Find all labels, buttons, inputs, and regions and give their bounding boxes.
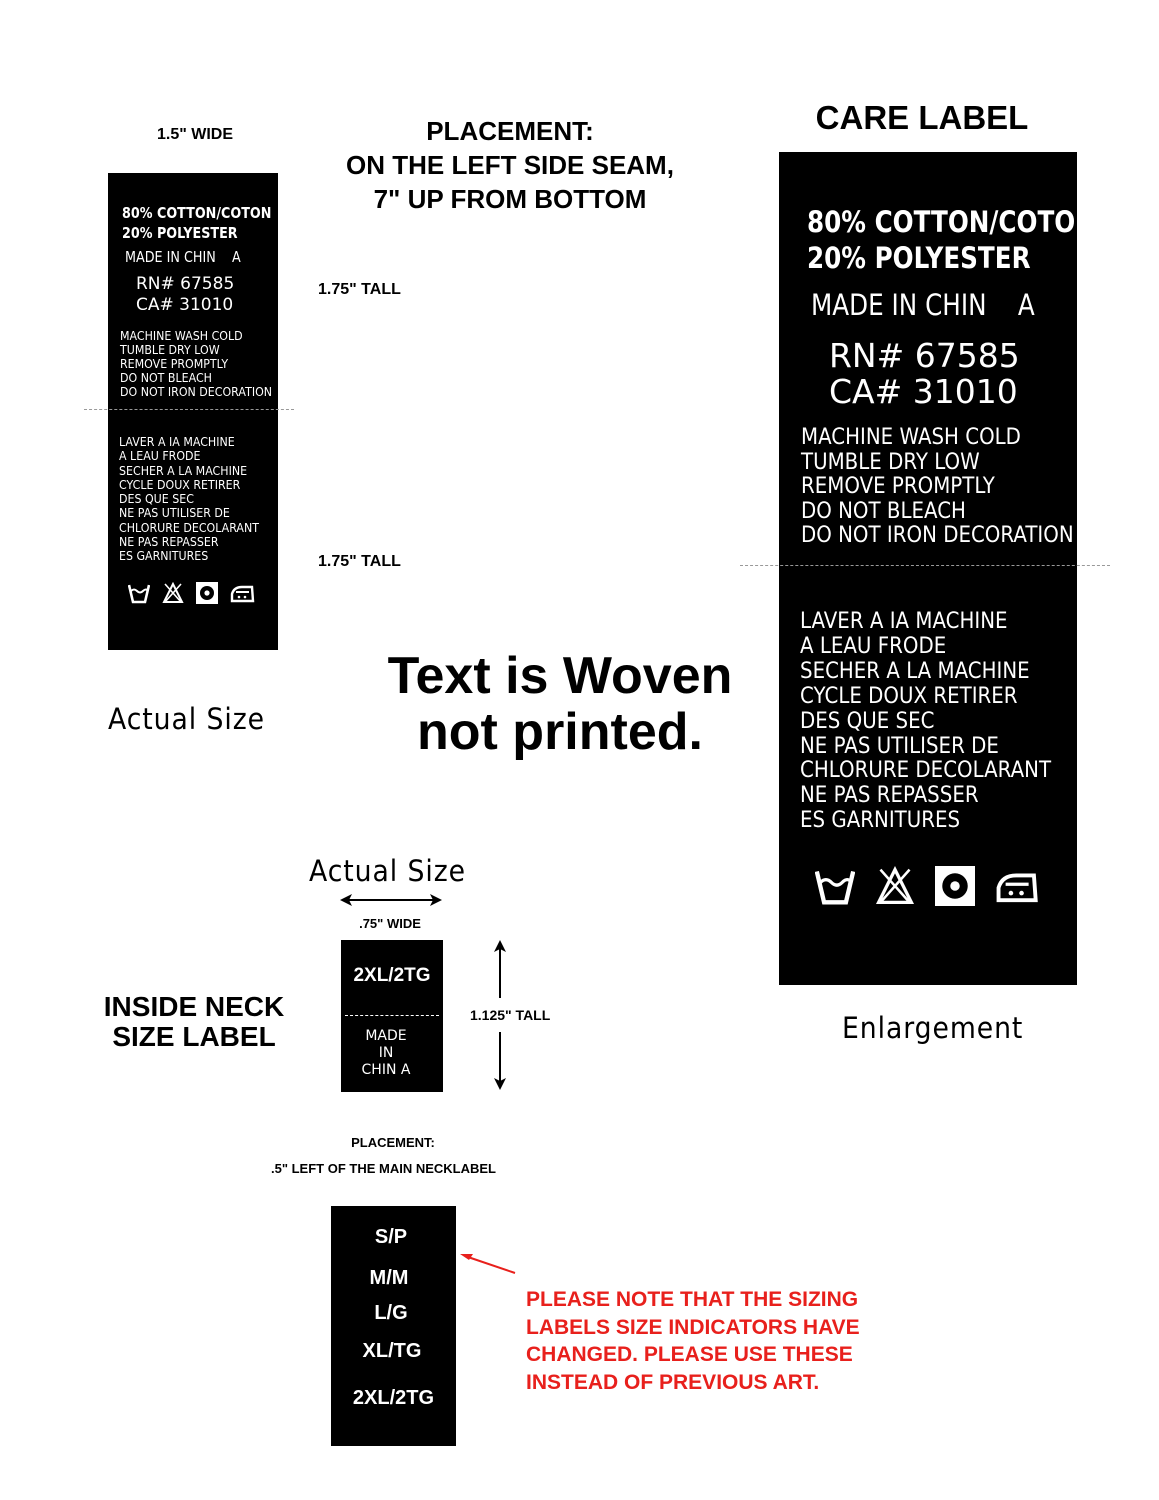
small-label-width-text: 1.5" WIDE [156, 126, 234, 143]
care-label-title: CARE LABEL [815, 99, 1029, 136]
inside-neck-heading [84, 992, 304, 1052]
ca-number: CA# 31010 [829, 372, 1018, 411]
care-en-3: REMOVE PROMPTLY [801, 474, 995, 499]
placement-title: PLACEMENT: [426, 116, 594, 146]
sizing-change-note [526, 1286, 860, 1396]
small-care-fr-5: DES QUE SEC [119, 492, 194, 507]
size-options-label [331, 1206, 456, 1446]
iron-icon [995, 866, 1041, 906]
care-fr-5: DES QUE SEC [800, 708, 935, 734]
note-line-3: CHANGED. PLEASE USE THESE [526, 1343, 853, 1366]
small-care-icons [128, 582, 256, 604]
inside-neck-heading-2: SIZE LABEL [112, 1021, 276, 1052]
small-care-fr-3: SECHER A LA MACHINE [119, 463, 248, 478]
note-line-4: INSTEAD OF PREVIOUS ART. [526, 1370, 820, 1394]
care-icons [815, 866, 1041, 906]
size-label-caption: Actual Size [309, 854, 466, 888]
fiber-line-2: 20% POLYESTER [807, 241, 1031, 275]
care-fr-8: NE PAS REPASSER [800, 783, 979, 809]
woven-note [340, 648, 780, 760]
small-care-fr-1: LAVER A IA MACHINE [119, 435, 235, 449]
size-mm: M/M [369, 1267, 409, 1289]
width-arrow-icon [338, 891, 444, 909]
placement-line-2: 7" UP FROM BOTTOM [373, 184, 647, 214]
size-lg: L/G [374, 1302, 408, 1324]
size-label-origin-2: IN [378, 1045, 394, 1061]
small-care-en-4: DO NOT BLEACH [120, 371, 212, 385]
small-care-fr-4: CYCLE DOUX RETIRER [119, 477, 241, 492]
small-ca-number: CA# 31010 [136, 295, 234, 315]
small-care-fr-7: CHLORURE DECOLARANT [119, 520, 259, 535]
size-label-width-text: .75" WIDE [359, 916, 421, 931]
enlarged-label-fold-line [740, 565, 1110, 566]
iron-icon [230, 582, 256, 604]
small-label-fold-line [84, 409, 294, 410]
tumble-dry-icon [196, 582, 218, 604]
wash-tub-icon [815, 866, 855, 906]
care-en-5: DO NOT IRON DECORATION [801, 523, 1074, 548]
care-en-2: TUMBLE DRY LOW [801, 449, 980, 475]
small-care-fr-2: A LEAU FRODE [119, 449, 201, 464]
care-en-4: DO NOT BLEACH [801, 498, 966, 524]
size-2xl2tg: 2XL/2TG [352, 1387, 435, 1409]
fiber-line-1: 80% COTTON/COTON [807, 205, 1096, 239]
wash-tub-icon [128, 582, 150, 604]
size-label-origin-3: CHIN A [361, 1062, 411, 1078]
care-fr-1: LAVER A IA MACHINE [800, 609, 1008, 634]
care-fr-6: NE PAS UTILISER DE [800, 733, 999, 759]
small-care-label [108, 173, 278, 650]
small-rn-number: RN# 67585 [136, 274, 235, 294]
small-fiber-line-1: 80% COTTON/COTON [122, 204, 272, 222]
note-line-1: PLEASE NOTE THAT THE SIZING [526, 1288, 859, 1311]
care-fr-9: ES GARNITURES [800, 808, 961, 834]
tumble-dry-icon [935, 866, 975, 906]
small-care-en-3: REMOVE PROMPTLY [120, 357, 229, 371]
origin: MADE IN CHIN A [811, 288, 1035, 322]
size-xltg: XL/TG [362, 1340, 422, 1362]
woven-note-line-1: Text is Woven [387, 647, 733, 705]
size-label-height-text: 1.125" TALL [470, 1007, 551, 1023]
placement-line-1: ON THE LEFT SIDE SEAM, [346, 150, 674, 180]
do-not-bleach-icon [875, 866, 915, 906]
small-label-caption: Actual Size [108, 702, 265, 736]
care-en-1: MACHINE WASH COLD [801, 425, 1021, 450]
do-not-bleach-icon [162, 582, 184, 604]
tall-dimension-top: 1.75" TALL [318, 281, 401, 298]
enlarged-label-caption: Enlargement [842, 1011, 1024, 1045]
note-pointer-arrow-icon [457, 1248, 517, 1278]
size-label-origin-1: MADE [365, 1028, 407, 1044]
small-care-fr-9: ES GARNITURES [119, 549, 209, 564]
care-fr-3: SECHER A LA MACHINE [800, 658, 1030, 684]
size-label-fold-line [345, 1015, 439, 1016]
small-care-fr-8: NE PAS REPASSER [119, 535, 219, 550]
rn-number: RN# 67585 [829, 336, 1020, 375]
care-fr-2: A LEAU FRODE [800, 633, 947, 659]
neck-size-label [341, 940, 443, 1092]
neck-placement-text: .5" LEFT OF THE MAIN NECKLABEL [271, 1161, 496, 1176]
small-care-en-2: TUMBLE DRY LOW [120, 343, 220, 357]
care-fr-7: CHLORURE DECOLARANT [800, 758, 1052, 784]
neck-placement-title: PLACEMENT: [351, 1135, 435, 1150]
size-label-size: 2XL/2TG [353, 965, 431, 986]
inside-neck-heading-1: INSIDE NECK [103, 991, 285, 1022]
small-care-en-5: DO NOT IRON DECORATION [120, 385, 273, 399]
small-care-en-1: MACHINE WASH COLD [120, 329, 243, 343]
note-line-2: LABELS SIZE INDICATORS HAVE [526, 1315, 860, 1339]
care-fr-4: CYCLE DOUX RETIRER [800, 683, 1018, 709]
small-origin: MADE IN CHIN A [125, 248, 241, 266]
small-care-fr-6: NE PAS UTILISER DE [119, 506, 230, 521]
placement-block [310, 114, 710, 216]
size-sp: S/P [374, 1226, 408, 1248]
tall-dimension-bottom: 1.75" TALL [318, 553, 401, 570]
enlarged-care-label [779, 152, 1096, 985]
small-fiber-line-2: 20% POLYESTER [122, 224, 238, 242]
woven-note-line-2: not printed. [417, 703, 703, 761]
